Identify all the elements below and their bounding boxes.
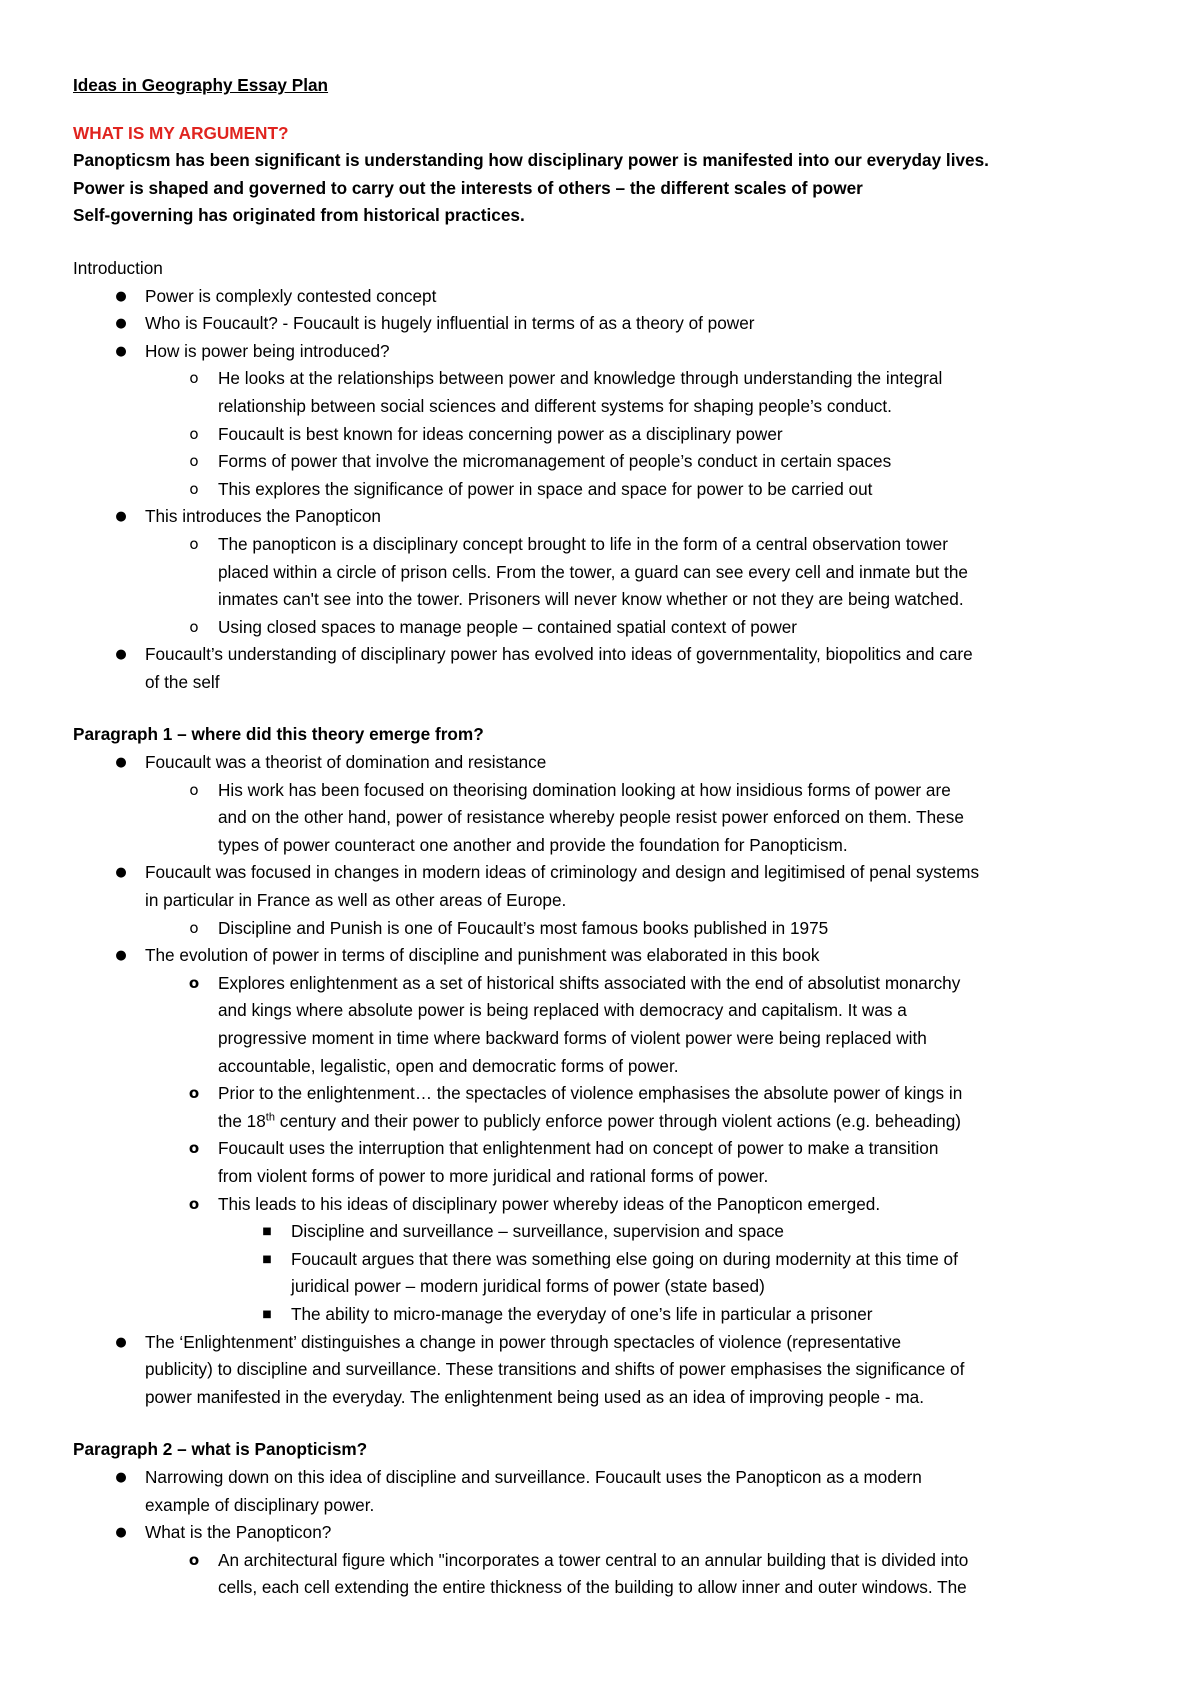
circle-bullet-icon: o xyxy=(188,1194,200,1213)
sub-list-item: o His work has been focused on theorising domination looking at how insidious forms of power are and on the other hand, power of resistance whereby people resist power enforced on them. These types of power counteract one another and provide the foundation for Panopticism. xyxy=(73,777,1143,860)
bullet-icon: ● xyxy=(115,865,127,881)
list-item: ● What is the Panopticon? xyxy=(73,1519,1143,1547)
paragraph-1-list xyxy=(73,749,1143,1411)
circle-bullet-icon: o xyxy=(189,534,199,553)
sub-list-item: o Using closed spaces to manage people – contained spatial context of power xyxy=(73,614,1143,642)
section-heading-introduction: Introduction xyxy=(73,257,163,278)
sub-list-item: o Prior to the enlightenment… the spectacles of violence emphasises the absolute power of kings in the 18th century and their power to publicly enforce power through violent actions (e.g. beheading) xyxy=(73,1080,1143,1135)
list-item: ● Foucault’s understanding of disciplinary power has evolved into ideas of governmentality, biopolitics and care of the self xyxy=(73,641,1143,696)
sub-list-item: o Foucault is best known for ideas concerning power as a disciplinary power xyxy=(73,421,1143,449)
document-body xyxy=(73,72,1143,1602)
circle-bullet-icon: o xyxy=(189,479,199,498)
bullet-icon: ● xyxy=(115,647,127,663)
circle-bullet-icon: o xyxy=(188,1139,200,1158)
square-bullet-icon: ■ xyxy=(262,1308,272,1320)
circle-bullet-icon: o xyxy=(189,424,199,443)
introduction-list xyxy=(73,283,1143,697)
sub-list-item: o Discipline and Punish is one of Foucault’s most famous books published in 1975 xyxy=(73,915,1143,943)
sub-list-item: o An architectural figure which "incorporates a tower central to an annular building that is divided into cells, each cell extending the entire thickness of the building to allow inner and outer windows. The xyxy=(73,1547,1143,1602)
sub-sub-list-item: ■ Foucault argues that there was something else going on during modernity at this time of juridical power – modern juridical forms of power (state based) xyxy=(73,1246,1143,1301)
list-item: ● How is power being introduced? xyxy=(73,338,1143,366)
sub-list-item: o This explores the significance of power in space and space for power to be carried out xyxy=(73,476,1143,504)
list-item: ● Foucault was a theorist of domination and resistance xyxy=(73,749,1143,777)
circle-bullet-icon: o xyxy=(189,369,199,388)
list-item: ● This introduces the Panopticon xyxy=(73,503,1143,531)
list-item: ● The evolution of power in terms of discipline and punishment was elaborated in this book xyxy=(73,942,1143,970)
list-item: ● Foucault was focused in changes in modern ideas of criminology and design and legitimised of penal systems in particular in France as well as other areas of Europe. xyxy=(73,859,1143,914)
bullet-icon: ● xyxy=(115,948,127,964)
circle-bullet-icon: o xyxy=(188,973,200,992)
sub-sub-list-item: ■ The ability to micro-manage the everyday of one’s life in particular a prisoner xyxy=(73,1301,1143,1329)
circle-bullet-icon: o xyxy=(188,1550,200,1569)
bullet-icon: ● xyxy=(115,343,127,359)
section-heading-paragraph-1: Paragraph 1 – where did this theory emerge from? xyxy=(73,724,484,745)
sub-sub-list-item: ■ Discipline and surveillance – surveillance, supervision and space xyxy=(73,1218,1143,1246)
sub-list-item: o He looks at the relationships between power and knowledge through understanding the integral relationship between social sciences and different systems for shaping people’s conduct. xyxy=(73,365,1143,420)
sub-list-item: o Forms of power that involve the micromanagement of people’s conduct in certain spaces xyxy=(73,448,1143,476)
sub-list-item: o Explores enlightenment as a set of historical shifts associated with the end of absolutist monarchy and kings where absolute power is being replaced with democracy and capitalism. It was a progressive moment in time where backward forms of violent power were being replaced with accountable, legalistic, open and democratic forms of power. xyxy=(73,970,1143,1080)
argument-line: Panopticsm has been significant is understanding how disciplinary power is manifested into our everyday lives. xyxy=(73,150,989,171)
bullet-icon: ● xyxy=(115,1469,127,1485)
circle-bullet-icon: o xyxy=(189,617,199,636)
circle-bullet-icon: o xyxy=(189,452,199,471)
argument-line: Self-governing has originated from historical practices. xyxy=(73,205,525,226)
circle-bullet-icon: o xyxy=(189,780,199,799)
spacer xyxy=(73,696,1143,721)
square-bullet-icon: ■ xyxy=(262,1226,272,1238)
list-item: ● Who is Foucault? - Foucault is hugely influential in terms of as a theory of power xyxy=(73,310,1143,338)
square-bullet-icon: ■ xyxy=(262,1253,272,1265)
bullet-icon: ● xyxy=(115,1334,127,1350)
spacer xyxy=(73,1411,1143,1436)
sub-list-item: o Foucault uses the interruption that enlightenment had on concept of power to make a transition from violent forms of power to more juridical and rational forms of power. xyxy=(73,1135,1143,1190)
bullet-icon: ● xyxy=(115,755,127,771)
bullet-icon: ● xyxy=(115,316,127,332)
list-item: ● Power is complexly contested concept xyxy=(73,283,1143,311)
sub-list-item: o This leads to his ideas of disciplinary power whereby ideas of the Panopticon emerged. xyxy=(73,1191,1143,1219)
document-title: Ideas in Geography Essay Plan xyxy=(73,75,329,95)
circle-bullet-icon: o xyxy=(188,1084,200,1103)
bullet-icon: ● xyxy=(115,509,127,525)
sub-list-item: o The panopticon is a disciplinary concept brought to life in the form of a central observation tower placed within a circle of prison cells. From the tower, a guard can see every cell and inmate but the inmates can't see into the tower. Prisoners will never know whether or not they are being watched. xyxy=(73,531,1143,614)
section-heading-paragraph-2: Paragraph 2 – what is Panopticism? xyxy=(73,1439,368,1460)
argument-heading: WHAT IS MY ARGUMENT? xyxy=(73,122,289,143)
bullet-icon: ● xyxy=(115,288,127,304)
circle-bullet-icon: o xyxy=(189,918,199,937)
list-item: ● The ‘Enlightenment’ distinguishes a change in power through spectacles of violence (representative publicity) to discipline and surveillance. These transitions and shifts of power emphasises the significance of power manifested in the everyday. The enlightenment being used as an idea of improving people - ma. xyxy=(73,1329,1143,1412)
argument-line: Power is shaped and governed to carry out the interests of others – the different scales of power xyxy=(73,177,863,198)
spacer xyxy=(73,230,1143,255)
paragraph-2-list xyxy=(73,1464,1143,1602)
list-item: ● Narrowing down on this idea of discipline and surveillance. Foucault uses the Panopticon as a modern example of disciplinary power. xyxy=(73,1464,1143,1519)
bullet-icon: ● xyxy=(115,1525,127,1541)
